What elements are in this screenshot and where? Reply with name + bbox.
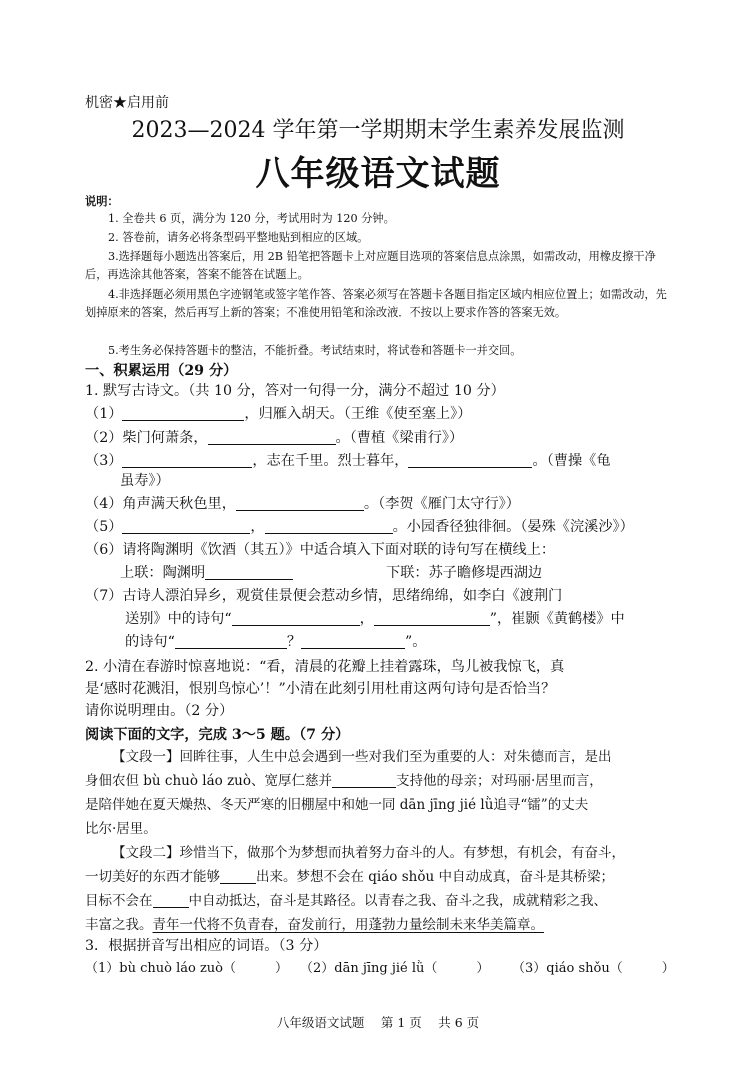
answer-blank[interactable] — [220, 868, 256, 884]
question-1-3 — [85, 451, 611, 471]
passage-1-line: 比尔·居里。 — [85, 821, 157, 837]
couplet-upper-text: 上联：陶渊明 — [120, 565, 206, 581]
answer-blank[interactable] — [153, 892, 189, 908]
answer-blank[interactable] — [122, 452, 252, 468]
item-number: （1） — [85, 406, 123, 422]
item-number: （3） — [85, 453, 123, 469]
confidential-label: 机密★启用前 — [85, 95, 169, 111]
question-1-5 — [85, 517, 634, 537]
reading-heading: 阅读下面的文字，完成 3～5 题。（7 分） — [85, 727, 350, 743]
verse-text: 。（曹植《梁甫行》） — [335, 430, 464, 446]
question-3-stem: 3．根据拼音写出相应的词语。（3 分） — [85, 938, 328, 954]
verse-text: ， — [359, 611, 374, 627]
verse-text: ？ — [286, 634, 302, 650]
passage-text: 一切美好的东西才能够 — [85, 869, 220, 885]
answer-blank[interactable] — [236, 495, 364, 511]
question-1-7: （7）古诗人漂泊异乡，观赏佳景便会惹动乡情，思绪绵绵，如李白《渡荆门 — [85, 588, 563, 604]
verse-text: ，志在千里。烈士暮年， — [252, 453, 409, 469]
passage-1-line: 是陪伴她在夏天燥热、冬天严寒的旧棚屋中和她一同 dān jīng jié lǜ追寻“镭”的丈夫 — [85, 797, 589, 813]
passage-text: 目标不会在 — [85, 893, 153, 909]
couplet-upper — [120, 563, 293, 583]
answer-blank[interactable] — [175, 633, 287, 649]
question-1-7-line2 — [125, 609, 625, 629]
verse-text: （4）角声满天秋色里， — [85, 496, 236, 512]
passage-text: 支持他的母亲；对玛丽·居里而言， — [396, 773, 603, 789]
answer-blank[interactable] — [205, 564, 293, 580]
answer-blank[interactable] — [332, 772, 396, 788]
question-1-2 — [85, 428, 463, 448]
verse-text: ”，崔颢《黄鹤楼》中 — [489, 611, 625, 627]
verse-text: ，归雁入胡天。（王维《使至塞上》） — [244, 406, 472, 422]
passage-text: 中自动抵达，奋斗是其路径。以青春之我、奋斗之我，成就精彩之我、 — [188, 893, 607, 909]
verse-text: 。（曹操《龟 — [532, 453, 611, 469]
question-1-6: （6）请将陶渊明《饮酒（其五）》中适合填入下面对联的诗句写在横线上： — [85, 542, 556, 558]
question-1-7-line3 — [125, 632, 426, 652]
instruction-item: 1. 全卷共 6 页，满分为 120 分，考试用时为 120 分钟。 — [108, 212, 395, 225]
instruction-item: 5.考生务必保持答题卡的整洁，不能折叠。考试结束时，将试卷和答题卡一并交回。 — [108, 344, 522, 357]
passage-1-line — [85, 769, 603, 793]
question-3-option: （2）dān jīng jié lǜ（ ） — [300, 961, 490, 976]
underlined-sentence: 青年一代将不负青春，奋发前行，用蓬勃力量绘制未来华美篇章。 — [152, 917, 544, 933]
instruction-item: 2. 答卷前，请务必将条型码平整地贴到相应的区域。 — [108, 231, 369, 244]
instructions-heading: 说明： — [85, 194, 119, 208]
page-footer: 八年级语文试题 第 1 页 共 6 页 — [276, 1015, 480, 1030]
passage-1-line: 【文段一】回眸往事，人生中总会遇到一些对我们至为重要的人：对朱德而言，是出 — [112, 749, 612, 765]
question-1-stem: 1. 默写古诗文。（共 10 分，答对一句得一分，满分不超过 10 分） — [85, 383, 505, 399]
answer-blank[interactable] — [408, 452, 532, 468]
answer-blank[interactable] — [265, 518, 393, 534]
verse-text: ”。 — [405, 634, 427, 650]
question-3-option: （1）bù chuò láo zuò（ ） — [85, 961, 288, 976]
verse-text: 送别》中的诗句“ — [125, 611, 232, 627]
couplet-lower: 下联：苏子瞻修堤西湖边 — [386, 565, 543, 581]
passage-2-line — [85, 913, 544, 937]
answer-blank[interactable] — [122, 518, 250, 534]
verse-text: 。小园香径独徘徊。（晏殊《浣溪沙》） — [392, 519, 634, 535]
passage-2-line — [85, 865, 614, 889]
question-2-line: 2. 小清在春游时惊喜地说：“看，清晨的花瓣上挂着露珠，鸟儿被我惊飞，真 — [85, 659, 565, 675]
answer-blank[interactable] — [208, 429, 336, 445]
passage-2-line — [85, 889, 607, 913]
passage-text: 身佃农但 bù chuò láo zuò、宽厚仁慈并 — [85, 773, 333, 789]
verse-text: 的诗句“ — [125, 634, 175, 650]
section-title: 一、积累运用（29 分） — [85, 363, 238, 379]
passage-text: 出来。梦想不会在 qiáo shǒu 中自动成真，奋斗是其桥梁； — [256, 869, 614, 885]
verse-text: 。（李贺《雁门太守行》） — [363, 496, 520, 512]
verse-text: ， — [250, 519, 265, 535]
question-2-line: 是‘感时花溅泪，恨别鸟惊心’！”小清在此刻引用杜甫这两句诗句是否恰当？ — [85, 681, 556, 697]
exam-title: 2023—2024 学年第一学期期末学生素养发展监测 — [131, 118, 625, 143]
answer-blank[interactable] — [122, 405, 244, 421]
instruction-item: 4.非选择题必须用黑色字迹钢笔或签字笔作答、答案必须写在答题卡各题目指定区域内相应位置上；如需改动，先划掉原来的答案，然后再写上新的答案；不准使用铅笔和涂改液．不按以上要求作答的答案无效。 — [85, 288, 667, 319]
verse-text: （2）柴门何萧条， — [85, 430, 208, 446]
passage-text: 丰富之我。 — [85, 917, 153, 933]
answer-blank[interactable] — [232, 610, 360, 626]
question-1-3-cont: 虽寿》） — [120, 473, 170, 489]
item-number: （5） — [85, 519, 123, 535]
passage-2-line: 【文段二】珍惜当下，做那个为梦想而执着努力奋斗的人。有梦想，有机会，有奋斗， — [112, 845, 625, 861]
question-2-line: 请你说明理由。（2 分） — [85, 703, 234, 719]
question-1-1 — [85, 404, 471, 424]
question-3-option: （3）qiáo shǒu（ ） — [512, 961, 675, 976]
answer-blank[interactable] — [301, 633, 405, 649]
exam-subtitle: 八年级语文试题 — [255, 154, 501, 194]
question-1-4 — [85, 494, 520, 514]
instruction-item: 3.选择题每小题选出答案后，用 2B 铅笔把答题卡上对应题目选项的答案信息点涂黑，如需改动，用橡皮擦干净后，再选涂其他答案，答案不能答在试题上。 — [85, 250, 656, 281]
answer-blank[interactable] — [374, 610, 490, 626]
